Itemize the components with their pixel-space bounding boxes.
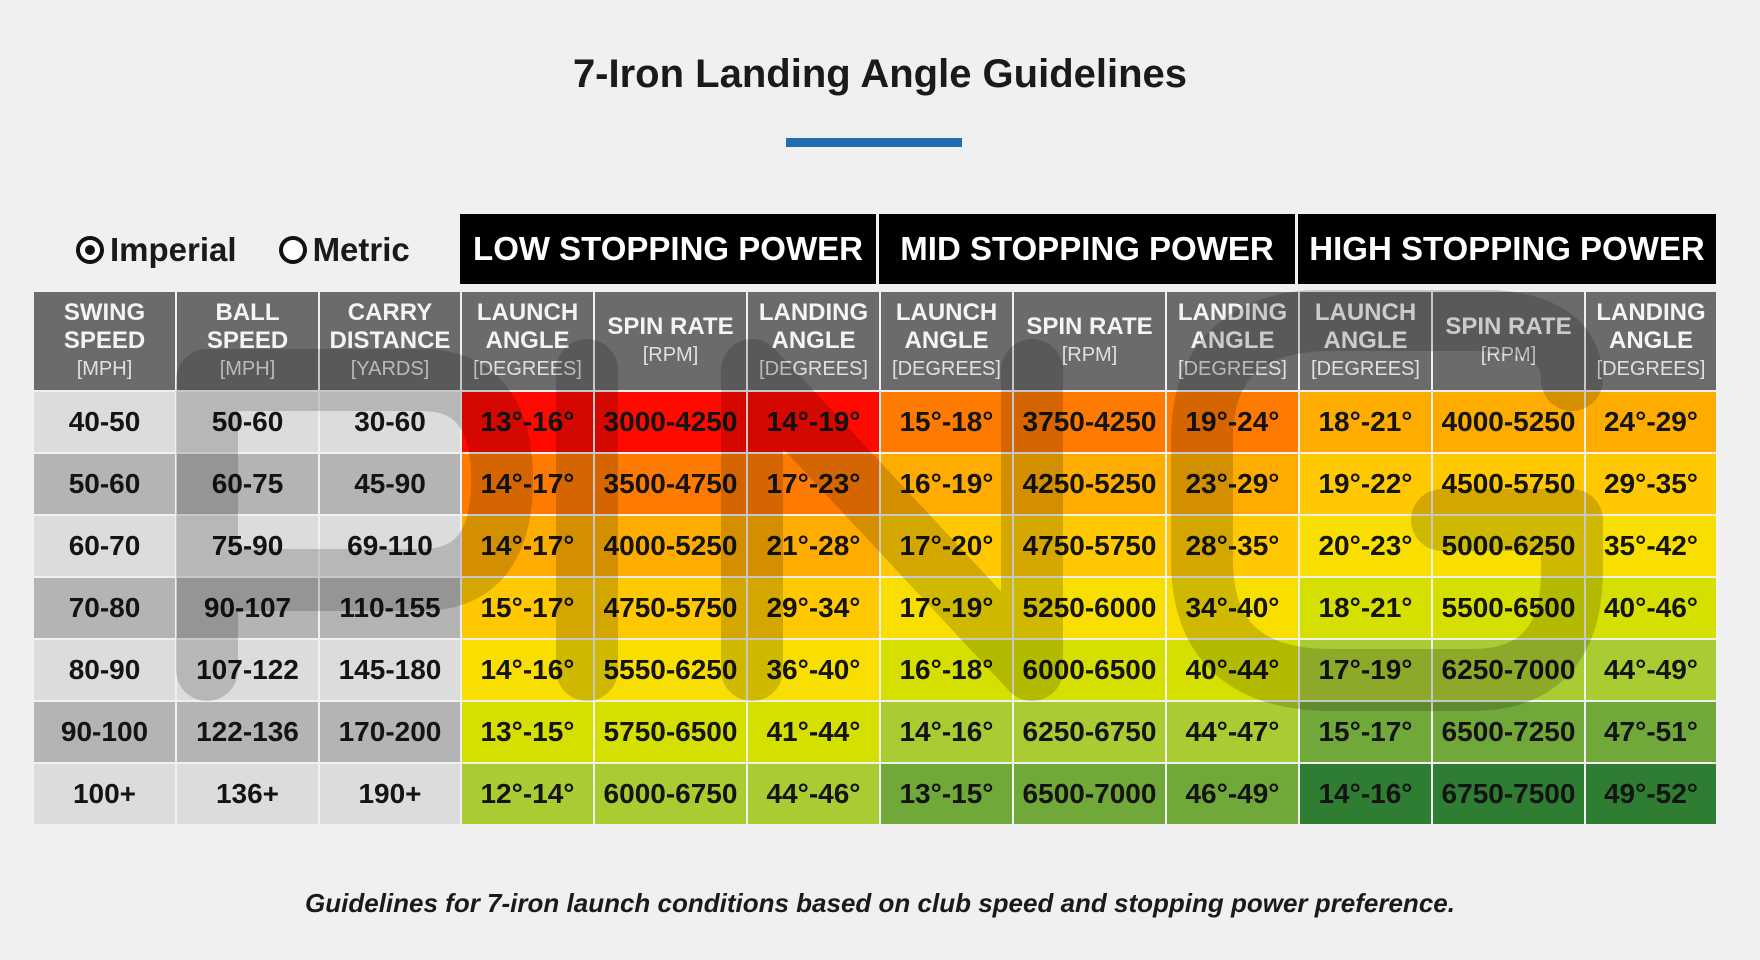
table-row bbox=[33, 453, 1717, 515]
column-header-label: SPIN RATE bbox=[1445, 313, 1572, 340]
speed-cell: 50-60 bbox=[33, 453, 176, 515]
stopping-power-groups bbox=[460, 214, 1716, 284]
column-header bbox=[1166, 291, 1299, 391]
guideline-cell: 15°-17° bbox=[1299, 701, 1432, 763]
guideline-cell: 13°-16° bbox=[461, 391, 594, 453]
column-header bbox=[1432, 291, 1585, 391]
guideline-cell: 5750-6500 bbox=[594, 701, 747, 763]
guideline-cell: 3750-4250 bbox=[1013, 391, 1166, 453]
guideline-cell: 4500-5750 bbox=[1432, 453, 1585, 515]
speed-cell: 60-75 bbox=[176, 453, 319, 515]
group-high-stopping-power: HIGH STOPPING POWER bbox=[1298, 214, 1716, 284]
column-header-unit: [DEGREES] bbox=[892, 358, 1001, 380]
speed-cell: 60-70 bbox=[33, 515, 176, 577]
guideline-cell: 13°-15° bbox=[880, 763, 1013, 825]
guideline-cell: 4000-5250 bbox=[594, 515, 747, 577]
speed-cell: 145-180 bbox=[319, 639, 461, 701]
column-header bbox=[880, 291, 1013, 391]
guideline-cell: 4000-5250 bbox=[1432, 391, 1585, 453]
guideline-cell: 4750-5750 bbox=[594, 577, 747, 639]
column-header bbox=[747, 291, 880, 391]
guideline-cell: 49°-52° bbox=[1585, 763, 1717, 825]
guideline-cell: 4250-5250 bbox=[1013, 453, 1166, 515]
speed-cell: 69-110 bbox=[319, 515, 461, 577]
speed-cell: 30-60 bbox=[319, 391, 461, 453]
column-header-unit: [MPH] bbox=[219, 358, 276, 380]
group-mid-stopping-power: MID STOPPING POWER bbox=[879, 214, 1298, 284]
column-header bbox=[1299, 291, 1432, 391]
column-header bbox=[33, 291, 176, 391]
column-header-unit: [DEGREES] bbox=[759, 358, 868, 380]
table-row bbox=[33, 391, 1717, 453]
column-header-unit: [DEGREES] bbox=[473, 358, 582, 380]
guideline-cell: 18°-21° bbox=[1299, 391, 1432, 453]
guideline-cell: 14°-17° bbox=[461, 453, 594, 515]
guideline-cell: 29°-34° bbox=[747, 577, 880, 639]
guideline-cell: 5500-6500 bbox=[1432, 577, 1585, 639]
imperial-radio[interactable] bbox=[76, 231, 237, 269]
table-body bbox=[33, 391, 1717, 825]
speed-cell: 107-122 bbox=[176, 639, 319, 701]
guideline-cell: 21°-28° bbox=[747, 515, 880, 577]
guideline-cell: 17°-20° bbox=[880, 515, 1013, 577]
speed-cell: 40-50 bbox=[33, 391, 176, 453]
column-header-label: LAUNCH ANGLE bbox=[476, 299, 579, 354]
guideline-cell: 41°-44° bbox=[747, 701, 880, 763]
guideline-cell: 5000-6250 bbox=[1432, 515, 1585, 577]
guideline-cell: 16°-18° bbox=[880, 639, 1013, 701]
guideline-cell: 14°-16° bbox=[461, 639, 594, 701]
table-row bbox=[33, 577, 1717, 639]
column-header-unit: [YARDS] bbox=[350, 358, 430, 380]
speed-cell: 45-90 bbox=[319, 453, 461, 515]
guideline-cell: 6750-7500 bbox=[1432, 763, 1585, 825]
page-title: 7-Iron Landing Angle Guidelines bbox=[572, 52, 1188, 96]
guideline-cell: 12°-14° bbox=[461, 763, 594, 825]
guideline-cell: 17°-19° bbox=[880, 577, 1013, 639]
guideline-cell: 40°-46° bbox=[1585, 577, 1717, 639]
guideline-cell: 6250-6750 bbox=[1013, 701, 1166, 763]
speed-cell: 136+ bbox=[176, 763, 319, 825]
metric-label: Metric bbox=[312, 231, 410, 268]
column-header-unit: [DEGREES] bbox=[1311, 358, 1420, 380]
imperial-label: Imperial bbox=[110, 231, 237, 268]
metric-radio[interactable] bbox=[279, 231, 410, 269]
speed-cell: 122-136 bbox=[176, 701, 319, 763]
column-header-label: SWING SPEED bbox=[63, 299, 146, 354]
speed-cell: 90-107 bbox=[176, 577, 319, 639]
table-row bbox=[33, 515, 1717, 577]
column-header-label: LANDING ANGLE bbox=[1596, 299, 1706, 354]
column-header bbox=[1013, 291, 1166, 391]
column-header bbox=[461, 291, 594, 391]
guideline-cell: 3500-4750 bbox=[594, 453, 747, 515]
column-header bbox=[594, 291, 747, 391]
guideline-cell: 17°-23° bbox=[747, 453, 880, 515]
guideline-cell: 14°-17° bbox=[461, 515, 594, 577]
column-header-unit: [DEGREES] bbox=[1596, 358, 1706, 380]
table-row bbox=[33, 639, 1717, 701]
column-header-label: BALL SPEED bbox=[206, 299, 289, 354]
column-header bbox=[176, 291, 319, 391]
guideline-cell: 16°-19° bbox=[880, 453, 1013, 515]
title-underline bbox=[786, 138, 962, 147]
guideline-cell: 6000-6500 bbox=[1013, 639, 1166, 701]
speed-cell: 90-100 bbox=[33, 701, 176, 763]
guideline-cell: 14°-19° bbox=[747, 391, 880, 453]
guideline-cell: 40°-44° bbox=[1166, 639, 1299, 701]
guideline-cell: 5550-6250 bbox=[594, 639, 747, 701]
speed-cell: 50-60 bbox=[176, 391, 319, 453]
guideline-cell: 46°-49° bbox=[1166, 763, 1299, 825]
column-header-label: LANDING ANGLE bbox=[1177, 299, 1288, 354]
radio-selected-icon[interactable] bbox=[76, 236, 104, 264]
speed-cell: 70-80 bbox=[33, 577, 176, 639]
guideline-cell: 28°-35° bbox=[1166, 515, 1299, 577]
guideline-cell: 14°-16° bbox=[880, 701, 1013, 763]
guideline-cell: 14°-16° bbox=[1299, 763, 1432, 825]
guideline-cell: 47°-51° bbox=[1585, 701, 1717, 763]
speed-cell: 75-90 bbox=[176, 515, 319, 577]
guideline-cell: 35°-42° bbox=[1585, 515, 1717, 577]
guideline-cell: 29°-35° bbox=[1585, 453, 1717, 515]
guideline-cell: 3000-4250 bbox=[594, 391, 747, 453]
column-header-label: SPIN RATE bbox=[607, 313, 734, 340]
guideline-cell: 24°-29° bbox=[1585, 391, 1717, 453]
column-header-unit: [RPM] bbox=[1480, 344, 1537, 366]
guideline-cell: 20°-23° bbox=[1299, 515, 1432, 577]
speed-cell: 170-200 bbox=[319, 701, 461, 763]
column-header-unit: [RPM] bbox=[1061, 344, 1118, 366]
column-header-unit: [DEGREES] bbox=[1178, 358, 1287, 380]
group-low-stopping-power: LOW STOPPING POWER bbox=[460, 214, 879, 284]
column-header-label: LAUNCH ANGLE bbox=[895, 299, 998, 354]
guideline-cell: 5250-6000 bbox=[1013, 577, 1166, 639]
speed-cell: 100+ bbox=[33, 763, 176, 825]
guideline-cell: 6500-7000 bbox=[1013, 763, 1166, 825]
column-header bbox=[319, 291, 461, 391]
guideline-cell: 44°-47° bbox=[1166, 701, 1299, 763]
guideline-cell: 6000-6750 bbox=[594, 763, 747, 825]
column-header-label: CARRY DISTANCE bbox=[329, 299, 451, 354]
column-header bbox=[1585, 291, 1717, 391]
unit-toggle bbox=[76, 226, 452, 274]
guideline-cell: 44°-46° bbox=[747, 763, 880, 825]
guideline-cell: 6500-7250 bbox=[1432, 701, 1585, 763]
speed-cell: 190+ bbox=[319, 763, 461, 825]
guideline-cell: 17°-19° bbox=[1299, 639, 1432, 701]
column-header-row bbox=[33, 291, 1717, 391]
guideline-cell: 23°-29° bbox=[1166, 453, 1299, 515]
column-header-label: LANDING ANGLE bbox=[758, 299, 869, 354]
column-header-unit: [RPM] bbox=[642, 344, 699, 366]
guideline-cell: 13°-15° bbox=[461, 701, 594, 763]
footnote: Guidelines for 7-iron launch conditions based on club speed and stopping power preference. bbox=[305, 888, 1455, 918]
guidelines-table bbox=[32, 290, 1718, 826]
column-header-label: SPIN RATE bbox=[1026, 313, 1153, 340]
table-row bbox=[33, 763, 1717, 825]
guideline-cell: 36°-40° bbox=[747, 639, 880, 701]
table-row bbox=[33, 701, 1717, 763]
speed-cell: 80-90 bbox=[33, 639, 176, 701]
radio-unselected-icon[interactable] bbox=[279, 236, 307, 264]
column-header-label: LAUNCH ANGLE bbox=[1314, 299, 1417, 354]
guideline-cell: 4750-5750 bbox=[1013, 515, 1166, 577]
guideline-cell: 6250-7000 bbox=[1432, 639, 1585, 701]
guideline-cell: 44°-49° bbox=[1585, 639, 1717, 701]
speed-cell: 110-155 bbox=[319, 577, 461, 639]
guideline-cell: 19°-22° bbox=[1299, 453, 1432, 515]
guideline-cell: 15°-18° bbox=[880, 391, 1013, 453]
guideline-cell: 19°-24° bbox=[1166, 391, 1299, 453]
guideline-cell: 15°-17° bbox=[461, 577, 594, 639]
guideline-cell: 34°-40° bbox=[1166, 577, 1299, 639]
column-header-unit: [MPH] bbox=[76, 358, 133, 380]
guideline-cell: 18°-21° bbox=[1299, 577, 1432, 639]
